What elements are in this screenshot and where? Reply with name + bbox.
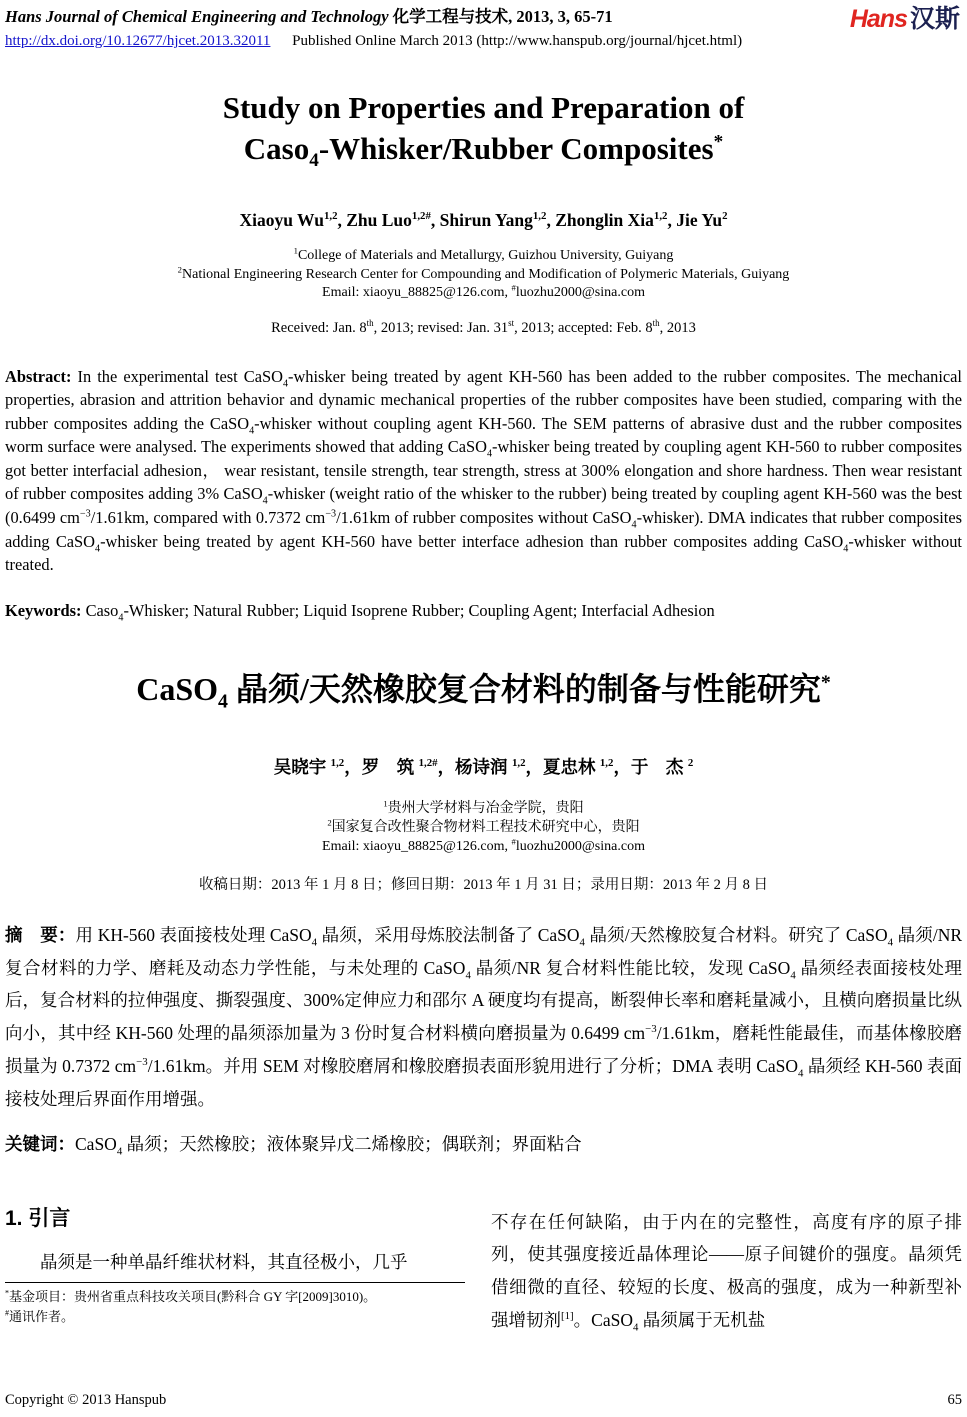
affiliations-en bbox=[5, 247, 962, 303]
affiliation-zh-1: $^1$贵州大学材料与冶金学院，贵阳 bbox=[383, 798, 584, 816]
abstract-zh: 摘 要：用 KH-560 表面接枝处理 CaSO$_4$ 晶须，采用母炼胶法制备了 CaSO$_4$ 晶须/天然橡胶复合材料。研究了 CaSO$_4$ 晶须/NR 复合材料的力学、磨耗及动态力学性能，与未处理的 CaSO$_4$ 晶须/NR 复合材料性能比较，发现 CaSO$_4$ 晶须经表面接枝处理后，复合材料的拉伸强度、撕裂强度、300%定伸应力和邵尔 A 硬度均有提高，断裂伸长率和磨耗量减小，且横向磨损量比纵向小，其中经 KH-560 处理的晶须添加量为 3 份时复合材料横向磨损量为 0.6499 $cm^{-3}/1.61km$，磨耗性能最佳，而基体橡胶磨损量为 0.7372 $cm^{-3}/1.61km$。并用 SEM 对橡胶磨屑和橡胶磨损表面形貌用进行了分析；DMA 表明 CaSO$_4$ 晶须经 KH-560 表面接枝处理后界面作用增强。 bbox=[5, 924, 963, 1109]
hans-logo-latin: Hans bbox=[849, 5, 907, 33]
article-title-en-line2: Caso$_4$-Whisker/Rubber Composites* bbox=[243, 131, 724, 172]
authors-en: Xiaoyu Wu$^{1,2}$, Zhu Luo$^{1,2\#}$, Shirun Yang$^{1,2}$, Zhonglin Xia$^{1,2}$, Jie Yu$^2$ bbox=[239, 210, 728, 230]
email-line-zh: Email: xiaoyu_88825@126.com, #luozhu2000@sina.com bbox=[322, 836, 645, 854]
affiliation-en-1: $^1$College of Materials and Metallurgy, Guizhou University, Guiyang bbox=[293, 245, 674, 263]
article-title-en bbox=[5, 87, 962, 172]
two-column-body bbox=[5, 1206, 962, 1337]
footnote-block bbox=[5, 1282, 465, 1326]
doi-link[interactable]: http://dx.doi.org/10.12677/hjcet.2013.32011 bbox=[5, 33, 271, 49]
email-line-en: Email: xiaoyu_88825@126.com, #luozhu2000@sina.com bbox=[322, 282, 645, 300]
footer-copyright: Copyright © 2013 Hanspub bbox=[5, 1392, 167, 1408]
right-column bbox=[491, 1206, 962, 1337]
intro-paragraph-right: 不存在任何缺陷，由于内在的完整性，高度有序的原子排列，使其强度接近晶体理论——原子间键价的强度。晶须凭借细微的直径、较短的长度、极高的强度，成为一种新型补强增韧剂[1]。CaSO$_4$ 晶须属于无机盐 bbox=[491, 1211, 962, 1334]
section-1-heading: 1. 引言 bbox=[5, 1206, 71, 1230]
keywords-en: Keywords: Caso$_4$-Whisker; Natural Rubber; Liquid Isoprene Rubber; Coupling Agent; Interfacial Adhesion bbox=[5, 600, 715, 624]
authors-zh: 吴晓宇 $^{1,2}$，罗 筑 $^{1,2\#}$，杨诗润 $^{1,2}$，夏忠林 $^{1,2}$，于 杰 $^2$ bbox=[273, 756, 694, 777]
received-line-zh: 收稿日期：2013 年 1 月 8 日；修回日期：2013 年 1 月 31 日；录用日期：2013 年 2 月 8 日 bbox=[198, 876, 769, 893]
page-number: 65 bbox=[947, 1392, 962, 1408]
journal-header bbox=[5, 6, 962, 51]
footnote-corresponding-author: #通讯作者。 bbox=[5, 1308, 75, 1324]
received-line-en: Received: Jan. 8th, 2013; revised: Jan. 31st, 2013; accepted: Feb. 8th, 2013 bbox=[271, 317, 696, 336]
article-title-zh: CaSO$_4$ 晶须/天然橡胶复合材料的制备与性能研究* bbox=[136, 670, 831, 713]
affiliation-en-2: $^2$National Engineering Research Center for Compounding and Modification of Polymeric Materials, Guiyang bbox=[177, 263, 790, 282]
page-footer bbox=[5, 1391, 962, 1409]
footnote-rule bbox=[5, 1282, 465, 1283]
article-title-en-line1: Study on Properties and Preparation of bbox=[222, 90, 745, 125]
intro-paragraph-left: 晶须是一种单晶纤维状材料，其直径极小，几乎 bbox=[40, 1251, 408, 1272]
hans-logo-hanzi: 汉斯 bbox=[909, 5, 960, 33]
journal-title-line: Hans Journal of Chemical Engineering and Technology 化学工程与技术, 2013, 3, 65-71 bbox=[5, 7, 613, 26]
published-online-text: Published Online March 2013 (http://www.hanspub.org/journal/hjcet.html) bbox=[292, 33, 743, 49]
publication-line bbox=[5, 31, 962, 51]
left-column bbox=[5, 1206, 465, 1337]
hans-publisher-logo bbox=[850, 6, 960, 32]
abstract-en: Abstract: In the experimental test CaSO$_4$-whisker being treated by agent KH-560 has been added to the rubber composites. The mechanical properties, abrasion and attrition behavior and dynamic mechanical properties of the rubber composites have been studied, comparing with the rubber composites adding the CaSO$_4$-whisker without coupling agent KH-560. The SEM patterns of abrasive dust and the rubber composites worm surface were analysed. The experiments showed that adding CaSO$_4$-whisker being treated by coupling agent KH-560 to rubber composites got better interfacial adhesion， wear resistant, tensile strength, tear strength, stress at 300% elongation and shore hardness. Then wear resistant of rubber composites adding 3% CaSO$_4$-whisker (weight ratio of the whisker to the rubber) being treated by coupling agent KH-560 was the best (0.6499 $cm^{-3}/1.61km$, compared with 0.7372 $cm^{-3}/1.61km$ of rubber composites without CaSO$_4$-whisker). DMA indicates that rubber composites adding CaSO$_4$-whisker being treated by agent KH-560 have better interface adhesion than rubber composites adding CaSO$_4$-whisker without treated. bbox=[5, 366, 963, 575]
affiliation-zh-2: $^2$国家复合改性聚合物材料工程技术研究中心，贵阳 bbox=[327, 817, 640, 835]
keywords-zh: 关键词：CaSO$_4$ 晶须；天然橡胶；液体聚异戊二烯橡胶；偶联剂；界面粘合 bbox=[5, 1133, 582, 1158]
footnote-funding: *基金项目：贵州省重点科技攻关项目(黔科合 GY 字[2009]3010)。 bbox=[5, 1289, 377, 1305]
affiliations-zh bbox=[5, 799, 962, 856]
